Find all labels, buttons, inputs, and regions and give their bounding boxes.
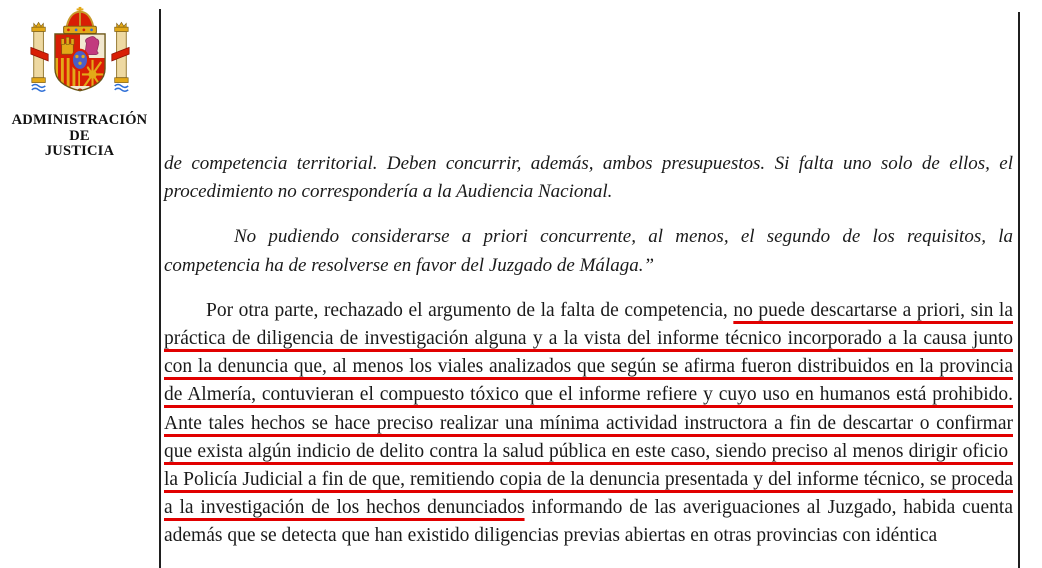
paragraph-text: Por otra parte, rechazado el argumento de la falta de competencia,	[206, 299, 734, 321]
org-name-line: ADMINISTRACIÓN	[11, 112, 148, 128]
org-name-line: DE	[69, 127, 90, 144]
paragraph-text: de competencia territorial. Deben concurrir, además, ambos presupuestos. Si falta uno solo de ellos, el procedimiento no correspondería a la Audiencia Nacional.	[164, 153, 1013, 203]
spain-coat-of-arms-icon	[22, 5, 138, 111]
paragraph-text: No pudiendo considerarse a priori concurrente, al menos, el segundo de los requisitos, la competencia ha de resolverse en favor del Juzgado de Málaga.”	[164, 226, 1013, 276]
document-text	[164, 150, 1013, 568]
justice-administration-margin	[0, 0, 159, 568]
quartered-shield	[54, 34, 104, 99]
royal-crown	[63, 7, 96, 34]
paragraph-main-reasoning	[164, 297, 1013, 551]
paragraph-quoted-ruling-conclusion	[164, 223, 1013, 279]
left-margin-rule	[159, 9, 161, 568]
left-pillar	[30, 22, 47, 91]
org-name-line: JUSTICIA	[44, 143, 115, 159]
right-margin-rule	[1018, 12, 1020, 568]
org-name	[0, 113, 159, 160]
right-pillar	[111, 22, 128, 91]
paragraph-text: informando de las averiguaciones al Juzgado, habida cuenta además que se detecta que han existido diligencias previas abiertas en otras provincias con idéntica	[164, 497, 1013, 547]
red-underlined-passage: no puede descartarse a priori, sin la práctica de diligencia de investigación alguna y a la vista del informe técnico incorporado a la causa junto con la denuncia que, al menos los viales analizados que según se afirma fueron distribuidos en la provincia de Almería, contuvieran el compuesto tóxico que el informe refiere y cuyo uso en humanos está prohibido. Ante tales hechos se hace preciso realizar una mínima actividad instructora a fin de descartar o confirmar que exista algún indicio de delito contra la salud pública en este caso, siendo preciso al menos dirigir oficio la Policía Judicial a fin de que, remitiendo copia de la denuncia presentada y del informe técnico, se proceda a la investigación de los hechos denunciados	[164, 299, 1013, 519]
paragraph-quoted-ruling-continuation	[164, 150, 1013, 206]
